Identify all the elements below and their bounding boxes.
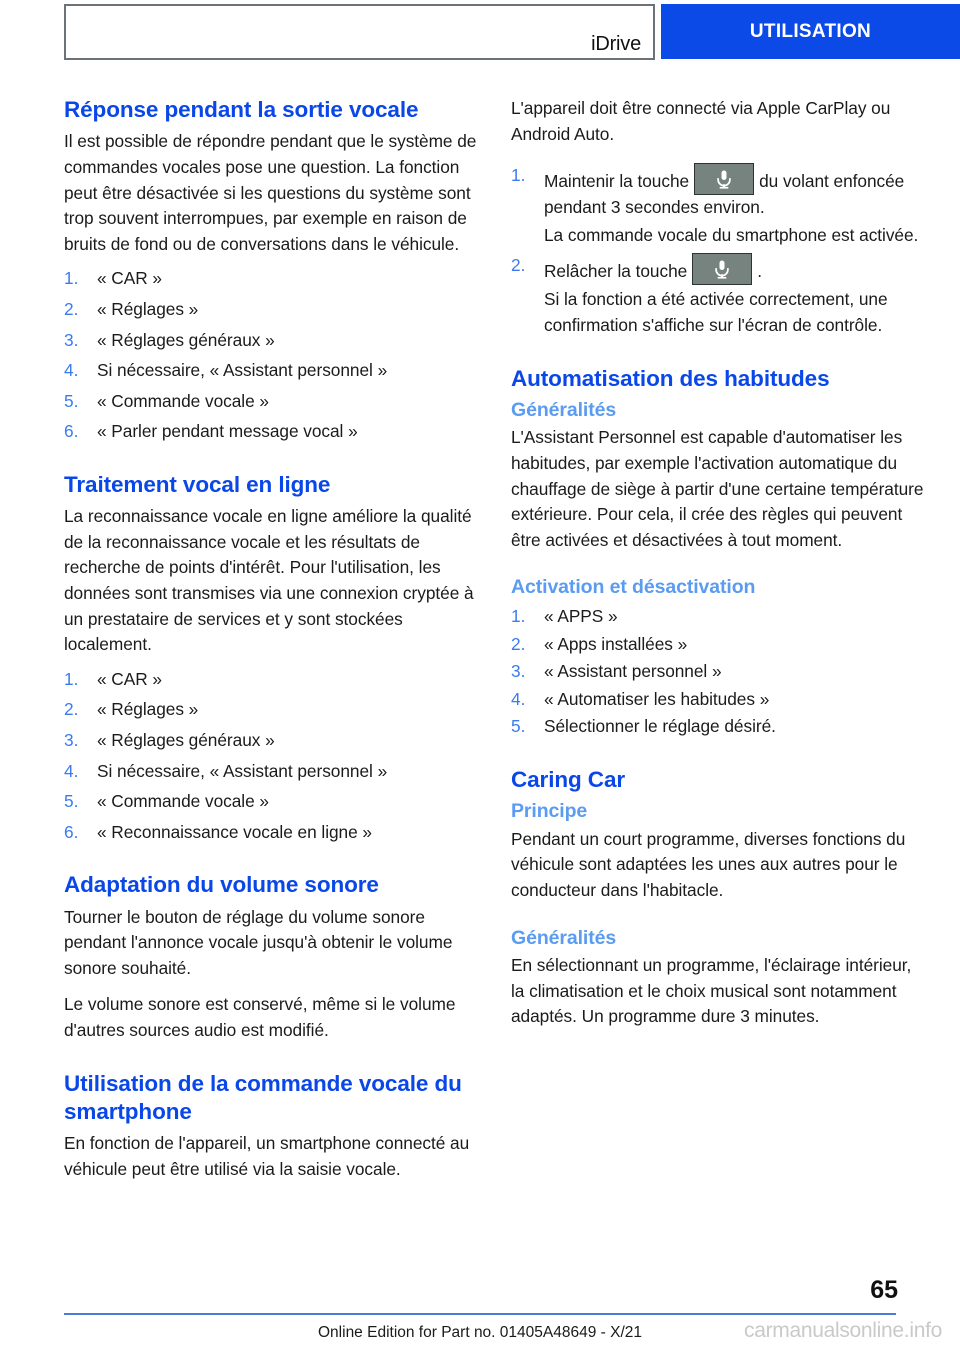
step-text-after: du volant enfoncée pendant 3 secondes environ. <box>544 171 905 218</box>
list-item: « Commande vocale » <box>97 390 269 411</box>
section-title-traitement-vocal-en-ligne: Traitement vocal en ligne <box>64 471 331 497</box>
step-note: La commande vocale du smartphone est activée. <box>544 224 919 245</box>
list-item: « Reconnaissance vocale en ligne » <box>97 821 372 842</box>
paragraph-reponse-sortie-vocale: Il est possible de répondre pendant que le système de commandes vocales pose une question. La fonction peut être désactivée si les questions du système sont trop souvent interrompues, par exemple en raison de bruits de fond ou de conversations dans le véhicule. <box>64 131 477 254</box>
list-item: « Réglages généraux » <box>97 329 275 350</box>
steps-reponse-sortie-vocale <box>64 266 482 445</box>
list-item: « Automatiser les habitudes » <box>544 688 770 709</box>
header-section-label: UTILISATION <box>749 20 872 42</box>
list-item: Si nécessaire, « Assistant personnel » <box>97 360 388 381</box>
footer-watermark: carmanualsonline.info <box>744 1319 942 1342</box>
steps-commande-vocale-smartphone <box>511 163 929 338</box>
header-chapter-box <box>64 4 655 60</box>
steps-traitement-vocal-en-ligne <box>64 667 482 846</box>
list-item: « Assistant personnel » <box>544 661 722 682</box>
right-column <box>511 96 929 1030</box>
header-section-tab <box>661 4 960 59</box>
section-title-automatisation-des-habitudes: Automatisation des habitudes <box>511 365 830 391</box>
list-item: Si nécessaire, « Assistant personnel » <box>97 760 388 781</box>
section-title-reponse-sortie-vocale: Réponse pendant la sortie vocale <box>64 97 419 122</box>
paragraph-adaptation-volume-2: Le volume sonore est conservé, même si le volume d'autres sources audio est modifié. <box>64 994 456 1041</box>
left-column <box>64 96 482 1183</box>
list-item: « Apps installées » <box>544 633 688 654</box>
section-title-adaptation-volume-sonore: Adaptation du volume sonore <box>64 872 379 898</box>
section-title-utilisation-commande-vocale-smartphone: Utilisation de la commande vocale du smartphone <box>64 1070 462 1124</box>
subsection-title-activation-desactivation: Activation et désactivation <box>511 576 756 599</box>
list-item <box>511 163 929 248</box>
paragraph-utilisation-commande-vocale-smartphone: En fonction de l'appareil, un smartphone connecté au véhicule peut être utilisé via la saisie vocale. <box>64 1133 470 1179</box>
list-item: « Réglages » <box>97 298 199 319</box>
step-text-before: Maintenir la touche <box>544 171 690 192</box>
list-item: « Parler pendant message vocal » <box>97 421 358 442</box>
footer-edition-line: Online Edition for Part no. 01405A48649 - X/21 <box>318 1324 642 1341</box>
microphone-icon <box>694 163 754 195</box>
subsection-title-principe: Principe <box>511 800 588 823</box>
list-item <box>511 253 929 338</box>
list-item: Sélectionner le réglage désiré. <box>544 716 776 737</box>
microphone-icon <box>692 253 752 285</box>
page-content <box>0 96 960 1276</box>
paragraph-caring-car-principe: Pendant un court programme, diverses fonctions du véhicule sont adaptées les unes aux autres pour le conducteur dans l'habitacle. <box>511 828 906 901</box>
paragraph-traitement-vocal-en-ligne: La reconnaissance vocale en ligne améliore la qualité de la reconnaissance vocale et les résultats de recherche de points d'intérêt. Pour l'utilisation, les données sont transmises via une connexion cryptée à un prestataire de services et y sont stockées localement. <box>64 506 474 655</box>
paragraph-automatisation-habitudes: L'Assistant Personnel est capable d'automatiser les habitudes, par exemple l'activation automatique du chauffage de siège à partir d'une certaine température extérieure. Pour cela, il crée des règles qui peuvent être activées et désactivées à tout moment. <box>511 427 924 550</box>
subsection-title-generalites: Généralités <box>511 398 617 421</box>
list-item: « Commande vocale » <box>97 791 269 812</box>
page-number: 65 <box>870 1276 898 1304</box>
paragraph-caring-car-generalites: En sélectionnant un programme, l'éclairage intérieur, la climatisation et le choix musical sont notamment adaptés. Un programme dure 3 minutes. <box>511 955 912 1027</box>
steps-activation-desactivation <box>511 604 929 740</box>
page-header <box>0 0 960 64</box>
step-text-after: . <box>757 261 762 282</box>
footer-divider <box>64 1313 896 1315</box>
list-item: « Réglages » <box>97 699 199 720</box>
list-item: « APPS » <box>544 606 618 626</box>
paragraph-appareil-connecte: L'appareil doit être connecté via Apple CarPlay ou Android Auto. <box>511 98 891 144</box>
header-chapter-label: iDrive <box>591 33 641 55</box>
step-text-before: Relâcher la touche <box>544 261 688 282</box>
page-footer <box>0 1272 960 1362</box>
section-title-caring-car: Caring Car <box>511 766 626 792</box>
list-item: « Réglages généraux » <box>97 729 275 750</box>
step-note: Si la fonction a été activée correctement, une confirmation s'affiche sur l'écran de contrôle. <box>544 289 888 335</box>
paragraph-adaptation-volume-1: Tourner le bouton de réglage du volume sonore pendant l'annonce vocale jusqu'à obtenir le volume sonore souhaité. <box>64 906 453 978</box>
list-item: « CAR » <box>97 668 162 689</box>
list-item: « CAR » <box>97 268 162 289</box>
subsection-title-generalites-caring-car: Généralités <box>511 926 617 949</box>
